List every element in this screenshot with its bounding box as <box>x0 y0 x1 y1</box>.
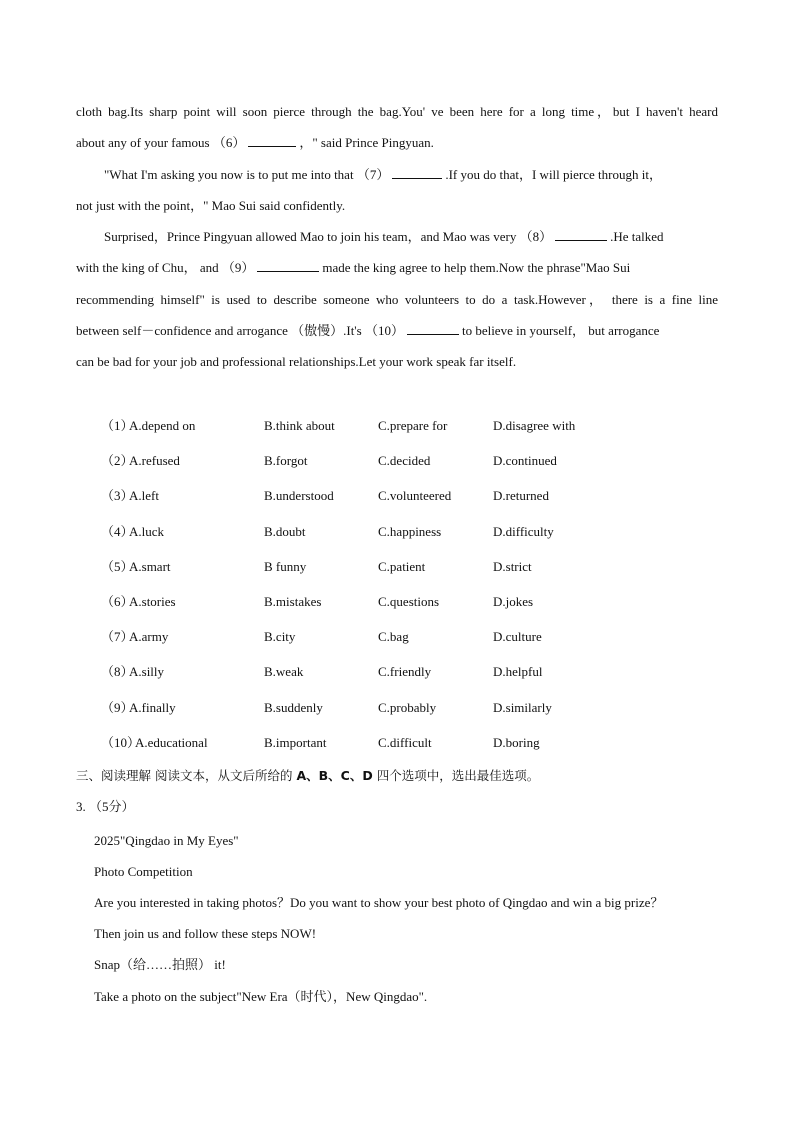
option-row <box>0 453 793 469</box>
option-choice-c[interactable]: C.difficult <box>378 734 432 750</box>
passage-text: to believe in yourself， but arrogance <box>461 323 660 338</box>
option-choice-b[interactable]: B.city <box>264 629 296 645</box>
passage-line <box>76 323 659 339</box>
option-choice-a[interactable]: A.smart <box>129 558 171 574</box>
option-choice-c[interactable]: C.prepare for <box>378 418 448 433</box>
passage-text: .If you do that，I will pierce through it， <box>445 167 662 182</box>
option-choice-d[interactable]: D.helpful <box>493 664 543 680</box>
reading-line: Are you interested in taking photos？Do you want to show your best photo of Qingdao and win a big prize？ <box>94 895 664 910</box>
option-choice-c[interactable]: C.decided <box>378 453 431 469</box>
answer-blank-9[interactable] <box>257 260 319 272</box>
option-choice-d[interactable]: D.jokes <box>493 594 534 609</box>
option-row <box>0 488 793 504</box>
option-choice-b[interactable]: B.doubt <box>264 523 306 539</box>
option-choice-a[interactable]: A.depend on <box>129 418 196 433</box>
option-choice-c[interactable]: C.bag <box>378 629 409 645</box>
passage-text: between self－confidence and arrogance （傲慢）.It's （10） <box>76 323 404 338</box>
option-choice-a[interactable]: A.stories <box>129 594 176 609</box>
option-number: （9） <box>101 699 134 715</box>
passage-line: not just with the point，" Mao Sui said confidently. <box>76 198 346 213</box>
option-choice-b[interactable]: B.suddenly <box>264 699 323 715</box>
answer-blank-10[interactable] <box>407 323 459 335</box>
option-choice-b[interactable]: B.important <box>264 734 327 750</box>
answer-blank-6[interactable] <box>248 135 296 147</box>
passage-line <box>76 260 630 276</box>
option-number: （3） <box>101 488 134 504</box>
passage-line: can be bad for your job and professional relationships.Let your work speak far itself. <box>76 354 517 369</box>
passage-text: made the king agree to help them.Now the phrase"Mao Sui <box>322 260 631 275</box>
option-choice-a[interactable]: A.finally <box>129 699 176 715</box>
option-row <box>0 594 793 610</box>
section-heading <box>76 768 539 784</box>
option-choice-d[interactable]: D.culture <box>493 629 542 645</box>
option-choice-b[interactable]: B.understood <box>264 488 334 504</box>
option-choice-b[interactable]: B.think about <box>264 418 335 433</box>
passage-text: Surprised，Prince Pingyuan allowed Mao to join his team，and Mao was very （8） <box>104 229 553 244</box>
option-choice-d[interactable]: D.disagree with <box>493 418 576 433</box>
section-heading-text: 四个选项中，选出最佳选项。 <box>372 768 540 783</box>
option-choice-d[interactable]: D.difficulty <box>493 523 554 539</box>
option-number: （1） <box>101 418 134 433</box>
option-choice-b[interactable]: B.forgot <box>264 453 308 469</box>
passage-text: about any of your famous （6） <box>76 135 246 150</box>
option-choice-d[interactable]: D.continued <box>493 453 557 469</box>
passage-line <box>104 167 662 183</box>
reading-line: Take a photo on the subject"New Era（时代），New Qingdao". <box>94 989 428 1004</box>
option-choice-c[interactable]: C.friendly <box>378 664 432 680</box>
option-row <box>0 664 793 680</box>
option-row <box>0 700 793 716</box>
option-choice-c[interactable]: C.patient <box>378 558 426 574</box>
question-number: 3. （5分） <box>76 799 135 814</box>
passage-line: recommending himself" is used to describe someone who volunteers to do a task.However， there is a fine line <box>76 292 718 307</box>
option-choice-d[interactable]: D.similarly <box>493 699 552 715</box>
option-choice-d[interactable]: D.strict <box>493 558 532 574</box>
option-choice-c[interactable]: C.probably <box>378 699 437 715</box>
option-number: （10） <box>101 734 141 750</box>
passage-text: with the king of Chu， and （9） <box>76 260 255 275</box>
option-choice-a[interactable]: A.army <box>129 629 169 645</box>
option-choice-c[interactable]: C.volunteered <box>378 488 452 504</box>
option-number: （5） <box>101 558 134 574</box>
reading-line: Photo Competition <box>94 864 193 879</box>
passage-line <box>76 135 434 151</box>
option-choice-b[interactable]: B.mistakes <box>264 594 322 609</box>
option-row <box>0 735 793 751</box>
passage-line: cloth bag.Its sharp point will soon pierce through the bag.You' ve been here for a long time，but I haven't heard <box>76 104 718 119</box>
reading-line: Then join us and follow these steps NOW! <box>94 926 317 941</box>
option-choice-c[interactable]: C.happiness <box>378 523 442 539</box>
option-choice-a[interactable]: A.luck <box>129 523 165 539</box>
option-row <box>0 524 793 540</box>
option-row <box>0 418 793 434</box>
option-choice-b[interactable]: B funny <box>264 558 307 574</box>
option-number: （4） <box>101 523 134 539</box>
option-row <box>0 629 793 645</box>
option-number: （6） <box>101 594 134 609</box>
reading-line: Snap（给……拍照） it! <box>94 957 226 972</box>
answer-blank-8[interactable] <box>555 229 607 241</box>
option-choice-d[interactable]: D.boring <box>493 734 540 750</box>
option-number: （8） <box>101 664 134 680</box>
option-choice-d[interactable]: D.returned <box>493 488 549 504</box>
option-row <box>0 559 793 575</box>
option-choice-b[interactable]: B.weak <box>264 664 304 680</box>
option-choice-a[interactable]: A.educational <box>135 734 208 750</box>
section-heading-options: A、B、C、D <box>296 768 373 783</box>
passage-text: "What I'm asking you now is to put me into that （7） <box>104 167 390 182</box>
option-number: （2） <box>101 453 134 469</box>
passage-text: .He talked <box>610 229 664 244</box>
reading-line: 2025"Qingdao in My Eyes" <box>94 833 239 848</box>
answer-blank-7[interactable] <box>392 167 442 179</box>
option-choice-a[interactable]: A.left <box>129 488 159 504</box>
option-choice-c[interactable]: C.questions <box>378 594 440 609</box>
option-choice-a[interactable]: A.refused <box>129 453 180 469</box>
option-number: （7） <box>101 629 134 645</box>
passage-text: ，" said Prince Pingyuan. <box>299 135 434 150</box>
option-choice-a[interactable]: A.silly <box>129 664 165 680</box>
passage-line <box>104 229 664 245</box>
section-heading-text: 三、阅读理解 阅读文本，从文后所给的 <box>76 768 297 783</box>
